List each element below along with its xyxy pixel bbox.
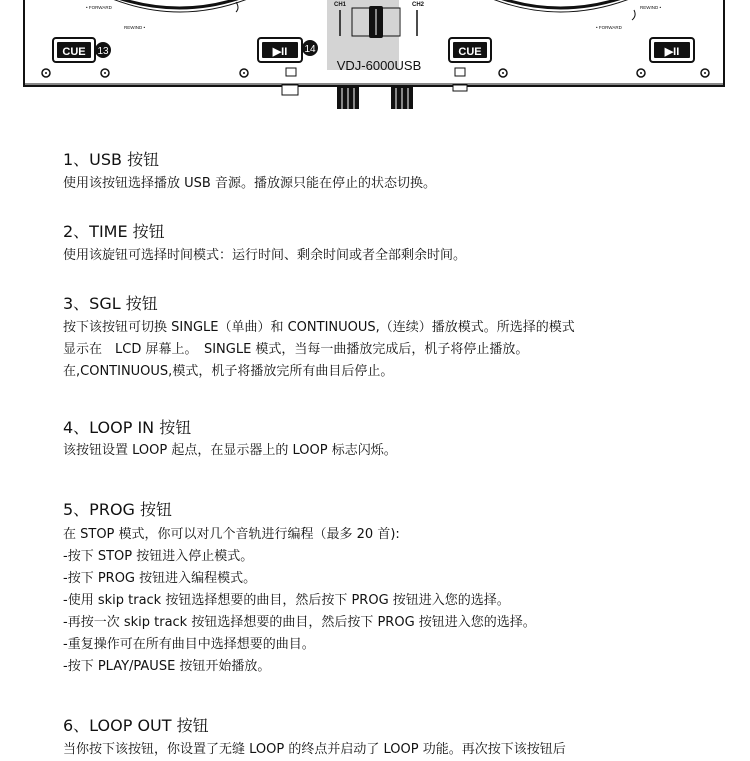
screw-center [45,72,47,74]
model-label: VDJ-6000USB [336,58,422,73]
section-5-line: 在 STOP 模式，你可以对几个音轨进行编程（最多 20 首): [63,527,400,542]
section-5-line: -按下 STOP 按钮进入停止模式。 [63,549,254,564]
section-4-line: 该按钮设置 LOOP 起点，在显示器上的 LOOP 标志闪烁。 [63,443,397,458]
section-6-line: 当你按下该按钮，你设置了无缝 LOOP 的终点并启动了 LOOP 功能。再次按下该按钮后 [63,742,566,757]
screw-center [502,72,504,74]
section-4-body [63,440,730,462]
screw-center [640,72,642,74]
jack-port [455,68,465,76]
left-cue-label: CUE [62,46,86,58]
section-5-line: -再按一次 skip track 按钮选择想要的曲目，然后按下 PROG 按钮进入您的选择。 [63,615,536,630]
section-6-title: 6、LOOP OUT 按钮 [63,716,209,735]
right-cue-label: CUE [458,46,482,58]
section-1-body [63,173,730,195]
jack-port [286,68,296,76]
section-5-line: -按下 PROG 按钮进入编程模式。 [63,571,257,586]
section-6-body [63,739,730,761]
foot [282,85,298,95]
section-5-line: -使用 skip track 按钮选择想要的曲目，然后按下 PROG 按钮进入您的选择。 [63,593,510,608]
section-3-line: 显示在 LCD 屏幕上。 SINGLE 模式，当每一曲播放完成后，机子将停止播放。 [63,342,529,357]
callout-14-number: 14 [304,44,316,55]
section-5-title: 5、PROG 按钮 [63,500,173,519]
section-2-line: 使用该旋钮可选择时间模式：运行时间、剩余时间或者全部剩余时间。 [63,248,467,263]
screw-center [243,72,245,74]
left-forward-label: • FORWARD [86,5,112,10]
section-2-title: 2、TIME 按钮 [63,222,165,241]
left-play-pause-icon: ▶II [272,46,288,58]
callout-13-number: 13 [97,46,109,57]
ch1-label: CH1 [334,2,347,8]
section-5-line: -重复操作可在所有曲目中选择想要的曲目。 [63,637,315,652]
right-play-pause-icon: ▶II [664,46,680,58]
section-2-body [63,245,730,267]
section-1-title: 1、USB 按钮 [63,150,160,169]
section-4-title: 4、LOOP IN 按钮 [63,418,192,437]
section-3-title: 3、SGL 按钮 [63,294,158,313]
right-rewind-label: REWIND • [640,5,662,10]
section-5-body [63,524,730,678]
ch2-label: CH2 [412,2,425,8]
left-rewind-label: REWIND • [124,25,146,30]
foot [453,85,467,91]
section-1-line: 使用该按钮选择播放 USB 音源。播放源只能在停止的状态切换。 [63,176,436,191]
section-5-line: -按下 PLAY/PAUSE 按钮开始播放。 [63,659,271,674]
section-3-line: 按下该按钮可切换 SINGLE（单曲）和 CONTINUOUS,（连续）播放模式。所选择的模式 [63,320,575,335]
device-diagram [0,0,750,112]
screw-center [704,72,706,74]
right-forward-label: • FORWARD [596,25,622,30]
section-3-body [63,317,730,383]
section-3-line: 在,CONTINUOUS,模式，机子将播放完所有曲目后停止。 [63,364,394,379]
screw-center [104,72,106,74]
